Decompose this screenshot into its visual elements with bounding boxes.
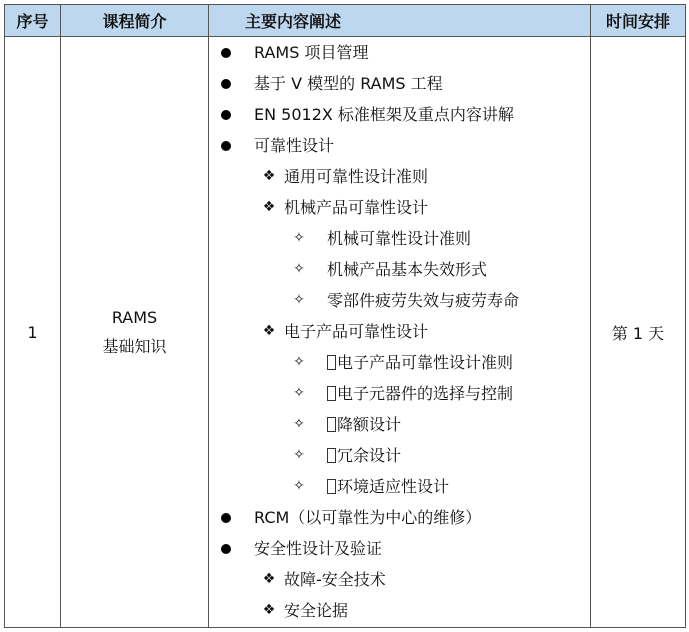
star-bullet-icon: ✧ <box>293 447 305 463</box>
diamond-bullet-icon: ❖ <box>262 602 276 618</box>
header-content: 主要内容阐述 <box>209 5 591 37</box>
outline-item-text: 可靠性设计 <box>254 136 335 155</box>
outline-item <box>209 347 590 378</box>
outline-item-text: 冗余设计 <box>337 446 402 465</box>
bullet-dot-icon <box>221 513 231 523</box>
outline-item-text: RCM（以可靠性为中心的维修） <box>254 508 482 527</box>
outline-item <box>209 68 590 99</box>
outline-item <box>209 130 590 161</box>
outline-item-text: EN 5012X 标准框架及重点内容讲解 <box>254 105 514 124</box>
outline-item <box>209 316 590 347</box>
header-seq: 序号 <box>5 5 61 37</box>
outline-item <box>209 409 590 440</box>
diamond-bullet-icon: ❖ <box>262 199 276 215</box>
star-bullet-icon: ✧ <box>293 354 305 370</box>
cell-summary <box>61 37 209 628</box>
star-bullet-icon: ✧ <box>293 230 305 246</box>
cell-schedule: 第 1 天 <box>591 37 686 628</box>
header-schedule: 时间安排 <box>591 5 686 37</box>
outline-item-text: 机械产品基本失效形式 <box>327 260 488 279</box>
header-row <box>5 5 686 37</box>
outline-item <box>209 192 590 223</box>
placeholder-box-icon <box>327 479 336 494</box>
bullet-dot-icon <box>221 79 231 89</box>
outline-item <box>209 564 590 595</box>
outline-item-text: RAMS 项目管理 <box>254 43 369 62</box>
outline-item-text: 零部件疲劳失效与疲劳寿命 <box>327 291 520 310</box>
outline-item <box>209 223 590 254</box>
outline-item <box>209 285 590 316</box>
star-bullet-icon: ✧ <box>293 478 305 494</box>
placeholder-box-icon <box>327 386 336 401</box>
bullet-dot-icon <box>221 110 231 120</box>
summary-line-1: RAMS <box>111 308 158 327</box>
summary-line-2: 基础知识 <box>102 337 167 356</box>
outline-item <box>209 254 590 285</box>
cell-content <box>209 37 591 628</box>
bullet-dot-icon <box>221 48 231 58</box>
outline-item <box>209 502 590 533</box>
outline-item <box>209 533 590 564</box>
outline-item <box>209 37 590 68</box>
placeholder-box-icon <box>327 417 336 432</box>
placeholder-box-icon <box>327 355 336 370</box>
outline-item <box>209 471 590 502</box>
diamond-bullet-icon: ❖ <box>262 323 276 339</box>
outline-item-text: 电子产品可靠性设计 <box>284 322 429 341</box>
outline-item <box>209 440 590 471</box>
table-row <box>5 37 686 628</box>
diamond-bullet-icon: ❖ <box>262 168 276 184</box>
cell-seq: 1 <box>5 37 61 628</box>
placeholder-box-icon <box>327 448 336 463</box>
bullet-dot-icon <box>221 141 231 151</box>
outline-item-text: 基于 V 模型的 RAMS 工程 <box>254 74 443 93</box>
star-bullet-icon: ✧ <box>293 261 305 277</box>
star-bullet-icon: ✧ <box>293 385 305 401</box>
diamond-bullet-icon: ❖ <box>262 571 276 587</box>
outline-item <box>209 161 590 192</box>
outline-item-text: 电子产品可靠性设计准则 <box>337 353 514 372</box>
outline-item-text: 安全性设计及验证 <box>254 539 383 558</box>
bullet-dot-icon <box>221 544 231 554</box>
course-table <box>4 4 686 628</box>
outline-item-text: 机械产品可靠性设计 <box>284 198 429 217</box>
outline-item-text: 通用可靠性设计准则 <box>284 167 429 186</box>
outline-item-text: 降额设计 <box>337 415 402 434</box>
star-bullet-icon: ✧ <box>293 416 305 432</box>
star-bullet-icon: ✧ <box>293 292 305 308</box>
outline-item-text: 故障-安全技术 <box>284 570 386 589</box>
outline-item-text: 电子元器件的选择与控制 <box>337 384 514 403</box>
content-outline <box>209 37 590 626</box>
outline-item <box>209 99 590 130</box>
outline-item-text: 安全论据 <box>284 601 349 620</box>
header-summary: 课程简介 <box>61 5 209 37</box>
outline-item <box>209 595 590 626</box>
outline-item-text: 环境适应性设计 <box>337 477 450 496</box>
outline-item-text: 机械可靠性设计准则 <box>327 229 472 248</box>
outline-item <box>209 378 590 409</box>
